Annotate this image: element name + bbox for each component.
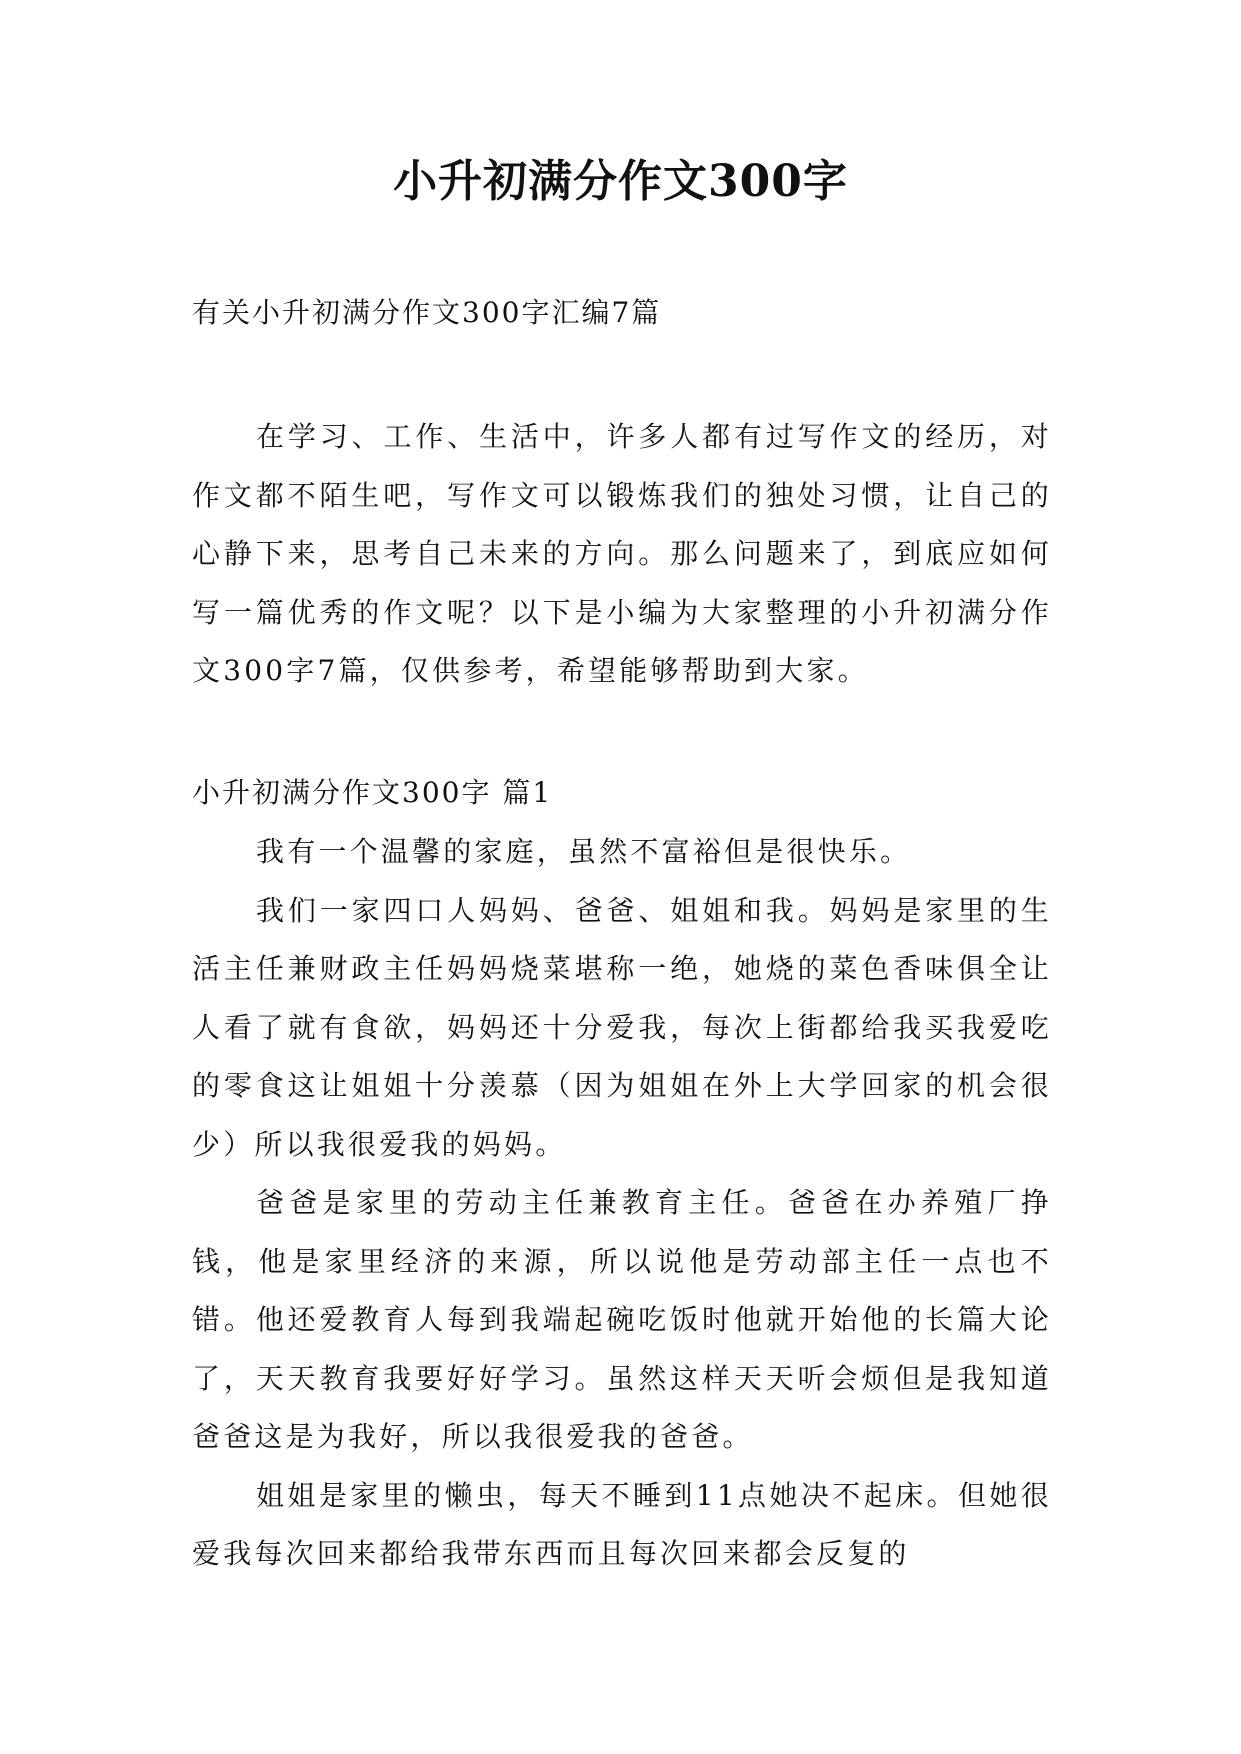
essay-paragraph-3: 爸爸是家里的劳动主任兼教育主任。爸爸在办养殖厂挣钱，他是家里经济的来源，所以说他是劳动部主任一点也不错。他还爱教育人每到我端起碗吃饭时他就开始他的长篇大论了，天天教育我要好好学习。虽然这样天天听会烦但是我知道爸爸这是为我好，所以我很爱我的爸爸。 — [192, 1186, 1052, 1453]
essay-paragraph-1: 我有一个温馨的家庭，虽然不富裕但是很快乐。 — [256, 835, 912, 868]
essay-section — [192, 764, 1052, 1584]
intro-paragraph: 在学习、工作、生活中，许多人都有过写作文的经历，对作文都不陌生吧，写作文可以锻炼我们的独处习惯，让自己的心静下来，思考自己未来的方向。那么问题来了，到底应如何写一篇优秀的作文呢？以下是小编为大家整理的小升初满分作文300字7篇，仅供参考，希望能够帮助到大家。 — [192, 420, 1052, 687]
document-title: 小升初满分作文300字 — [393, 156, 848, 207]
document-subtitle: 有关小升初满分作文300字汇编7篇 — [192, 296, 662, 329]
essay-paragraph-4: 姐姐是家里的懒虫，每天不睡到11点她决不起床。但她很爱我每次回来都给我带东西而且每次回来都会反复的 — [192, 1478, 1052, 1570]
essay-paragraph-2: 我们一家四口人妈妈、爸爸、姐姐和我。妈妈是家里的生活主任兼财政主任妈妈烧菜堪称一绝，她烧的菜色香味俱全让人看了就有食欲，妈妈还十分爱我，每次上街都给我买我爱吃的零食这让姐姐十分羡慕（因为姐姐在外上大学回家的机会很少）所以我很爱我的妈妈。 — [192, 893, 1052, 1161]
section-heading: 小升初满分作文300字 篇1 — [192, 776, 553, 809]
intro-block — [192, 408, 1052, 701]
